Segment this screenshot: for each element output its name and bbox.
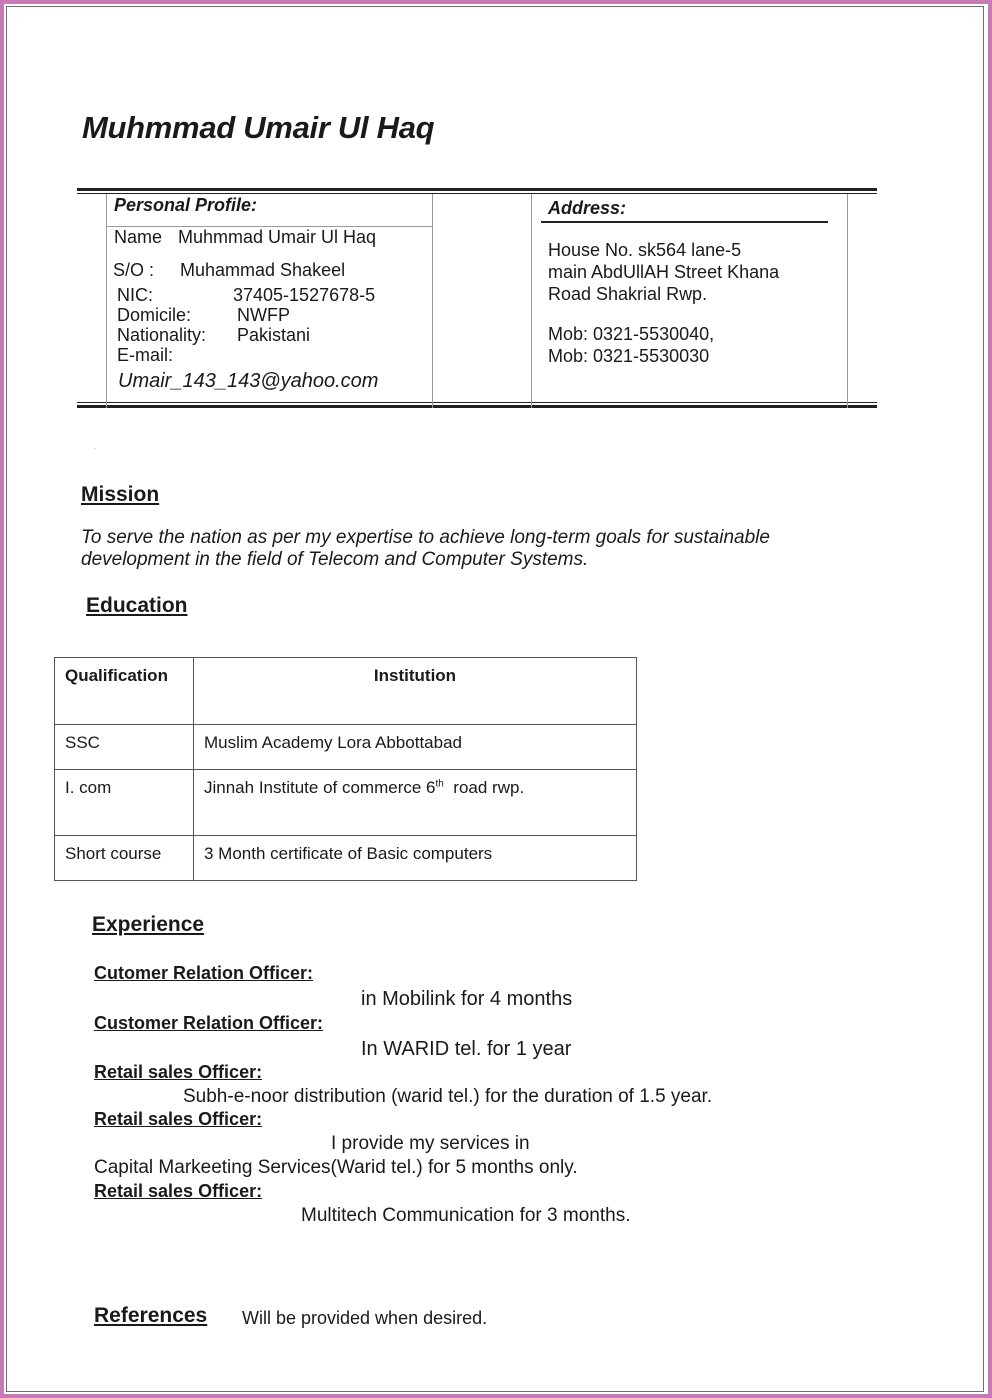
experience-detail-3: Subh-e-noor distribution (warid tel.) for the duration of 1.5 year. — [183, 1086, 713, 1107]
institution-text-after: road rwp. — [443, 778, 525, 797]
domicile-label: Domicile: — [117, 305, 192, 325]
education-header-row — [55, 658, 637, 725]
education-table — [54, 657, 637, 881]
institution-cell: Muslim Academy Lora Abbottabad — [194, 725, 637, 770]
profile-col-divider — [432, 194, 433, 408]
table-row — [55, 836, 637, 881]
address-line-3: Road Shakrial Rwp. — [548, 284, 708, 304]
table-row — [55, 725, 637, 770]
references-text: Will be provided when desired. — [242, 1308, 488, 1328]
experience-title-4: Retail sales Officer: — [94, 1109, 263, 1129]
address-line-2: main AbdUllAH Street Khana — [548, 262, 780, 282]
qualification-cell: Short course — [55, 836, 194, 881]
nic-label: NIC: — [117, 285, 153, 305]
header-qualification: Qualification — [55, 658, 194, 725]
so-label: S/O : — [113, 260, 155, 280]
experience-detail-4: I provide my services in — [331, 1133, 530, 1154]
experience-title-1: Cutomer Relation Officer: — [94, 963, 314, 983]
nic-value: 37405-1527678-5 — [233, 285, 376, 305]
resume-title: Muhmmad Umair Ul Haq — [82, 110, 435, 145]
address-left-border — [531, 194, 532, 408]
experience-detail-1: in Mobilink for 4 months — [361, 988, 573, 1010]
experience-detail-2: In WARID tel. for 1 year — [361, 1038, 572, 1060]
experience-detail-4b: Capital Markeeting Services(Warid tel.) for 5 months only. — [94, 1157, 578, 1178]
address-heading: Address: — [548, 198, 627, 218]
experience-title-2: Customer Relation Officer: — [94, 1013, 324, 1033]
profile-bottom-rule-thin — [77, 402, 877, 403]
address-line-1: House No. sk564 lane-5 — [548, 240, 742, 260]
mobile-2: Mob: 0321-5530030 — [548, 346, 710, 366]
so-value: Muhammad Shakeel — [180, 260, 346, 280]
qualification-cell: I. com — [55, 770, 194, 836]
address-right-border — [847, 194, 848, 408]
table-row — [55, 770, 637, 836]
profile-bottom-rule — [77, 405, 877, 408]
references-heading: References — [94, 1304, 208, 1327]
mission-text: To serve the nation as per my expertise to achieve long-term goals for sustainable development in the field of Telecom and Computer Systems. — [81, 527, 770, 570]
profile-top-rule-thin — [77, 193, 877, 194]
name-value: Muhmmad Umair Ul Haq — [178, 227, 377, 247]
name-label: Name — [114, 227, 163, 247]
institution-text: Jinnah Institute of commerce 6 — [204, 778, 436, 797]
experience-detail-5: Multitech Communication for 3 months. — [301, 1205, 631, 1226]
personal-profile-heading: Personal Profile: — [114, 195, 258, 215]
nationality-value: Pakistani — [237, 325, 311, 345]
profile-top-rule — [77, 188, 877, 191]
ordinal-suffix: th — [435, 778, 444, 790]
header-institution: Institution — [194, 658, 637, 725]
mobile-1: Mob: 0321-5530040, — [548, 324, 715, 344]
institution-cell — [194, 770, 637, 836]
institution-cell: 3 Month certificate of Basic computers — [194, 836, 637, 881]
email-label: E-mail: — [117, 345, 174, 365]
domicile-value: NWFP — [237, 305, 290, 325]
stray-dot: . — [94, 442, 97, 451]
mission-heading: Mission — [81, 483, 160, 506]
education-heading: Education — [86, 594, 188, 617]
email-value: Umair_143_143@yahoo.com — [118, 370, 379, 392]
experience-title-5: Retail sales Officer: — [94, 1181, 263, 1201]
address-heading-rule — [541, 221, 828, 223]
nationality-label: Nationality: — [117, 325, 207, 345]
experience-title-3: Retail sales Officer: — [94, 1062, 263, 1082]
qualification-cell: SSC — [55, 725, 194, 770]
experience-heading: Experience — [92, 913, 205, 936]
